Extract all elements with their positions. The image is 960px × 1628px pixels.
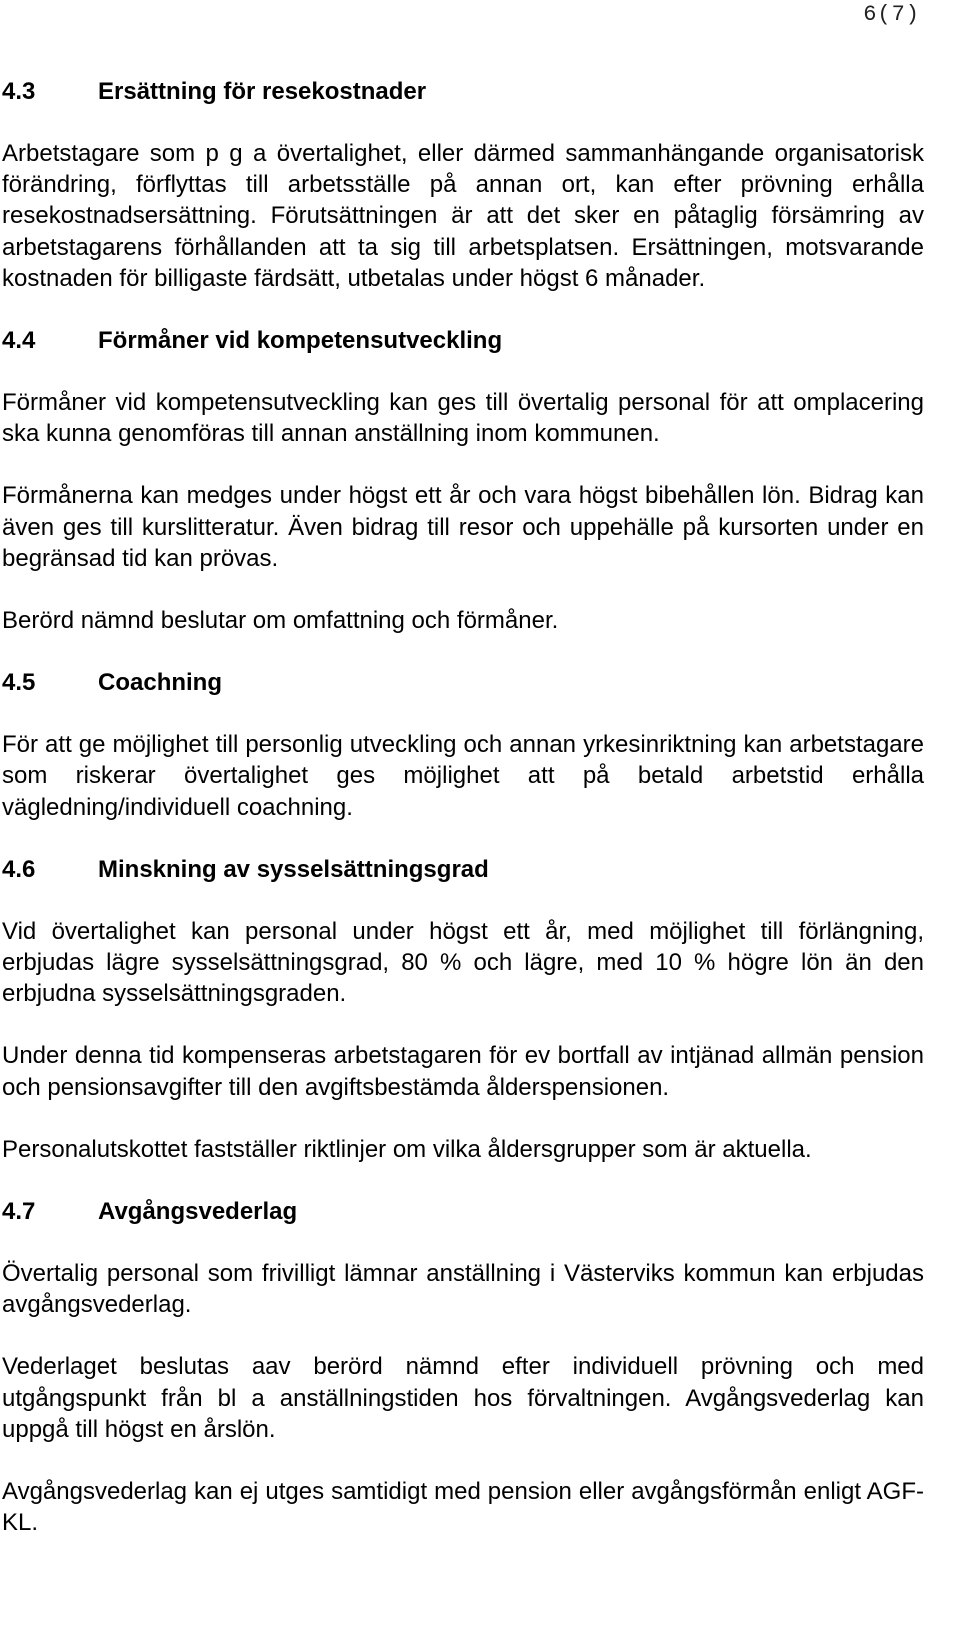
- section-number: 4.3: [2, 78, 36, 105]
- paragraph: Förmånerna kan medges under högst ett år och vara högst bibehållen lön. Bidrag kan även ges till kurslitteratur. Även bidrag till resor och uppehälle på kursorten under en begränsad tid kan prövas.: [2, 482, 924, 572]
- paragraph: Vid övertalighet kan personal under högst ett år, med möjlighet till förlängning, erbjudas lägre sysselsättningsgrad, 80 % och lägre, med 10 % högre lön än den erbjudna sysselsättningsgraden.: [2, 917, 924, 1008]
- section-title: Avgångsvederlag: [98, 1198, 298, 1226]
- paragraph: Personalutskottet fastställer riktlinjer om vilka åldersgrupper som är aktuella.: [2, 1135, 812, 1163]
- section-4-6: [2, 854, 924, 1165]
- page-number: 6(7): [863, 2, 920, 27]
- paragraph: Avgångsvederlag kan ej utges samtidigt med pension eller avgångsförmån enligt AGF-KL.: [2, 1478, 924, 1537]
- paragraph: Berörd nämnd beslutar om omfattning och förmåner.: [2, 607, 559, 635]
- section-number: 4.7: [2, 1198, 36, 1226]
- section-title: Minskning av sysselsättningsgrad: [98, 855, 489, 883]
- paragraph: Vederlaget beslutas aav berörd nämnd efter individuell prövning och med utgångspunkt från bl a anställningstiden hos förvaltningen. Avgångsvederlag kan uppgå till högst en årslön.: [2, 1353, 924, 1443]
- section-heading: [2, 854, 924, 886]
- section-4-4: [2, 325, 924, 636]
- paragraph: Förmåner vid kompetensutveckling kan ges till övertalig personal för att omplacering ska kunna genomföras till annan anställning inom kommunen.: [2, 389, 924, 448]
- section-number: 4.6: [2, 855, 36, 883]
- section-4-3: [2, 76, 924, 294]
- section-4-5: [2, 667, 924, 823]
- paragraph: Arbetstagare som p g a övertalighet, eller därmed sammanhängande organisatorisk förändring, förflyttas till arbetsställe på annan ort, kan efter prövning erhålla resekostnadsersättning. Förutsättningen är att det sker en påtaglig försämring av arbetstagarens förhållanden att ta sig till arbetsplatsen. Ersättningen, motsvarande kostnaden för billigaste färdsätt, utbetalas under högst 6 månader.: [2, 140, 924, 292]
- section-heading: [2, 76, 924, 108]
- section-heading: [2, 325, 924, 357]
- paragraph: Under denna tid kompenseras arbetstagaren för ev bortfall av intjänad allmän pension och pensionsavgifter till den avgiftsbestämda ålderspensionen.: [2, 1042, 924, 1101]
- section-number: 4.4: [2, 327, 36, 355]
- document-body: [2, 76, 924, 1538]
- section-title: Förmåner vid kompetensutveckling: [98, 327, 503, 355]
- section-title: Coachning: [98, 669, 222, 697]
- section-heading: [2, 667, 924, 699]
- section-number: 4.5: [2, 669, 36, 697]
- section-title: Ersättning för resekostnader: [98, 78, 427, 105]
- paragraph: Övertalig personal som frivilligt lämnar anställning i Västerviks kommun kan erbjudas avgångsvederlag.: [2, 1260, 924, 1319]
- section-4-7: [2, 1196, 924, 1538]
- paragraph: För att ge möjlighet till personlig utveckling och annan yrkesinriktning kan arbetstagare som riskerar övertalighet ges möjlighet att på betald arbetstid erhålla vägledning/individuell coachning.: [2, 731, 924, 821]
- section-heading: [2, 1196, 924, 1228]
